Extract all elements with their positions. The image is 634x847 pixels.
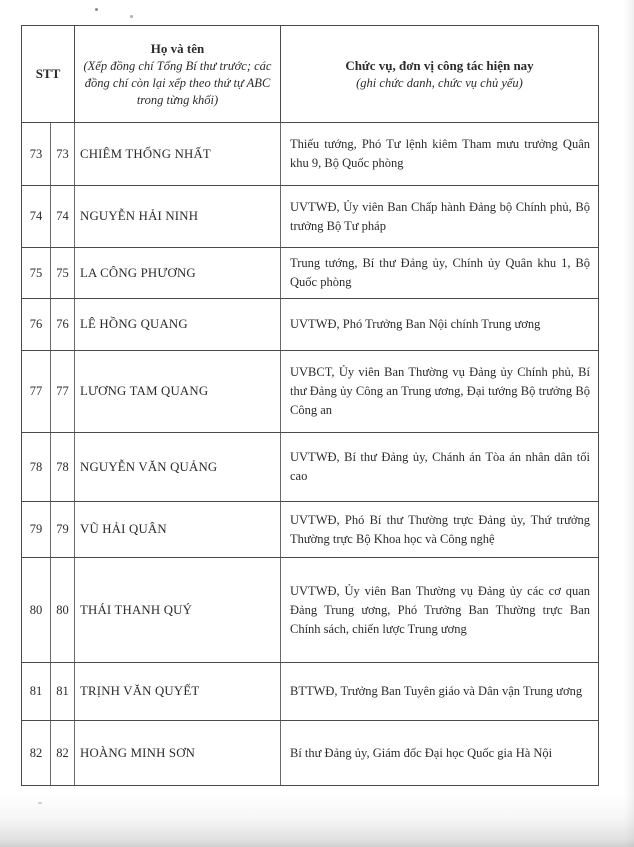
row-number-cell: 78 — [51, 433, 75, 501]
row-number-cell: 80 — [51, 558, 75, 662]
row-number-cell: 75 — [51, 248, 75, 298]
row-number-cell: 77 — [22, 351, 51, 432]
header-position — [281, 26, 598, 122]
row-number-cell: 76 — [51, 299, 75, 350]
scan-edge-shade — [624, 0, 634, 847]
header-stt — [22, 26, 75, 122]
row-name-cell: THÁI THANH QUÝ — [75, 558, 281, 662]
header-position-note: (ghi chức danh, chức vụ chủ yếu) — [356, 75, 523, 90]
row-number-cell: 74 — [51, 186, 75, 247]
row-name-cell: CHIÊM THỐNG NHẤT — [75, 123, 281, 185]
row-number-cell: 81 — [51, 663, 75, 720]
scan-speck — [95, 8, 98, 11]
row-number-cell: 79 — [51, 502, 75, 557]
table-row — [22, 123, 598, 186]
row-number-cell: 73 — [51, 123, 75, 185]
table-row — [22, 502, 598, 558]
row-position-cell: UVTWĐ, Phó Trưởng Ban Nội chính Trung ương — [290, 317, 541, 331]
row-number-cell: 75 — [22, 248, 51, 298]
row-position-cell: UVBCT, Ủy viên Ban Thường vụ Đảng ủy Chính phủ, Bí thư Đảng ủy Công an Trung ương, Đại tướng Bộ trưởng Bộ Công an — [290, 365, 590, 417]
scan-bottom-shadow — [0, 795, 634, 847]
row-name-cell: HOÀNG MINH SƠN — [75, 721, 281, 785]
row-name-cell: LÊ HỒNG QUANG — [75, 299, 281, 350]
row-name-cell: NGUYỄN HẢI NINH — [75, 186, 281, 247]
row-number-cell: 81 — [22, 663, 51, 720]
header-stt-label: STT — [35, 66, 61, 81]
header-name — [75, 26, 281, 122]
table-row — [22, 558, 598, 663]
row-number-cell: 82 — [22, 721, 51, 785]
row-name-cell: LƯƠNG TAM QUANG — [75, 351, 281, 432]
table-row — [22, 186, 598, 248]
row-name-cell: TRỊNH VĂN QUYẾT — [75, 663, 281, 720]
row-number-cell: 79 — [22, 502, 51, 557]
table-row — [22, 351, 598, 433]
scan-speck — [38, 802, 42, 804]
header-name-note: (Xếp đồng chí Tổng Bí thư trước; các đồng chí còn lại xếp theo thứ tự ABC trong từng khối) — [83, 58, 272, 107]
row-position-cell: UVTWĐ, Bí thư Đảng ủy, Chánh án Tòa án nhân dân tối cao — [290, 450, 590, 483]
table-row — [22, 721, 598, 785]
row-name-cell: LA CÔNG PHƯƠNG — [75, 248, 281, 298]
table-row — [22, 433, 598, 502]
row-position-cell: UVTWĐ, Ủy viên Ban Chấp hành Đảng bộ Chính phủ, Bộ trưởng Bộ Tư pháp — [290, 199, 590, 233]
row-number-cell: 82 — [51, 721, 75, 785]
row-position-cell: UVTWĐ, Ủy viên Ban Thường vụ Đảng ủy các cơ quan Đảng Trung ương, Phó Trưởng Ban Thường trực Ban Chính sách, chiến lược Trung ương — [290, 583, 590, 636]
scan-speck — [130, 15, 133, 18]
table-header-row — [22, 26, 598, 123]
row-position-cell: Thiếu tướng, Phó Tư lệnh kiêm Tham mưu trưởng Quân khu 9, Bộ Quốc phòng — [290, 137, 590, 170]
row-number-cell: 78 — [22, 433, 51, 501]
personnel-table — [21, 25, 599, 786]
row-position-cell: UVTWĐ, Phó Bí thư Thường trực Đảng ủy, Thứ trưởng Thường trực Bộ Khoa học và Công nghệ — [290, 512, 590, 546]
row-name-cell: VŨ HẢI QUÂN — [75, 502, 281, 557]
header-position-title: Chức vụ, đơn vị công tác hiện nay — [345, 57, 534, 73]
row-position-cell: Bí thư Đảng ủy, Giám đốc Đại học Quốc gia Hà Nội — [290, 745, 553, 760]
row-number-cell: 73 — [22, 123, 51, 185]
table-row — [22, 248, 598, 299]
row-position-cell: BTTWĐ, Trưởng Ban Tuyên giáo và Dân vận Trung ương — [290, 684, 583, 698]
row-number-cell: 74 — [22, 186, 51, 247]
table-row — [22, 663, 598, 721]
header-name-title: Họ và tên — [150, 40, 205, 56]
row-number-cell: 77 — [51, 351, 75, 432]
row-name-cell: NGUYỄN VĂN QUẢNG — [75, 433, 281, 501]
row-number-cell: 76 — [22, 299, 51, 350]
table-row — [22, 299, 598, 351]
row-position-cell: Trung tướng, Bí thư Đảng ủy, Chính ủy Quân khu 1, Bộ Quốc phòng — [290, 256, 590, 289]
row-number-cell: 80 — [22, 558, 51, 662]
